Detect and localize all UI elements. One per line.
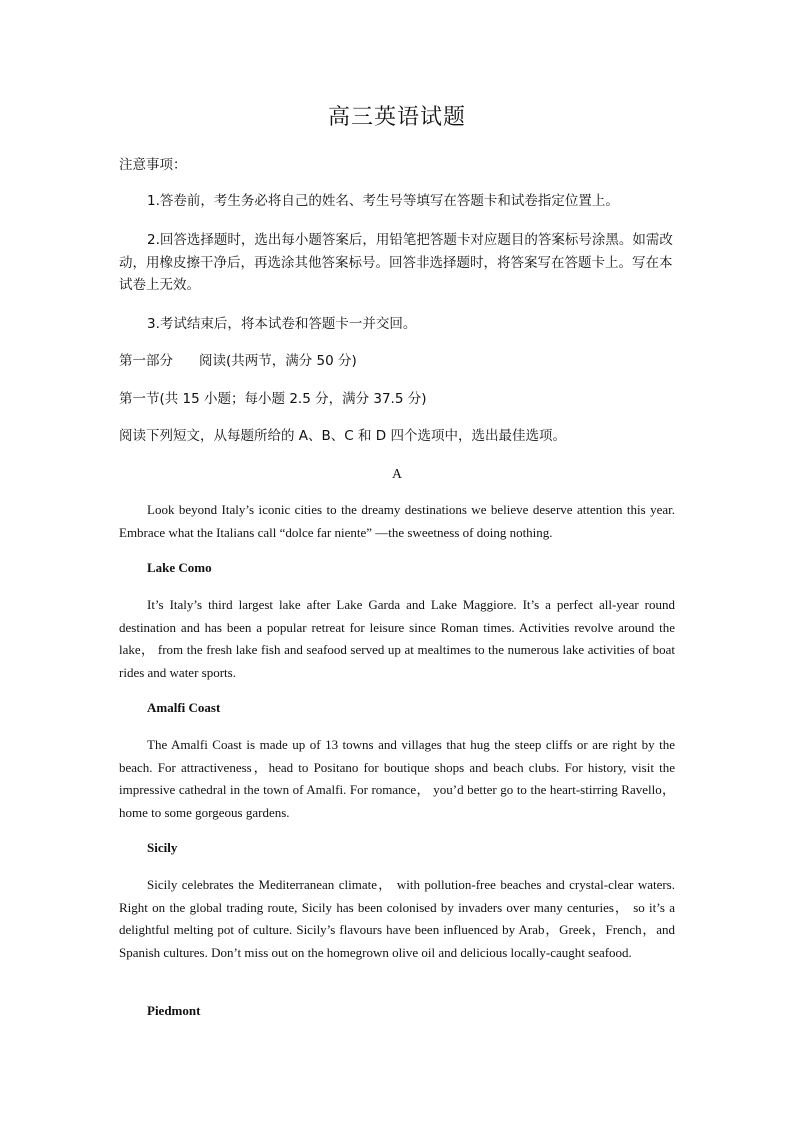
notice-item-2: 2.回答选择题时，选出每小题答案后，用铅笔把答题卡对应题目的答案标号涂黑。如需改动，用橡皮擦干净后，再选涂其他答案标号。回答非选择题时，将答案写在答题卡上。写在本试卷上无效。 [119,232,673,293]
part-description: 阅读(共两节，满分 50 分) [199,353,357,369]
section-heading-amalfi-coast: Amalfi Coast [147,700,221,715]
passage-label: A [392,466,402,481]
section-heading-sicily: Sicily [147,840,178,855]
part-label: 第一部分 [119,353,173,369]
section-heading-piedmont: Piedmont [147,1003,201,1018]
part-line [119,350,675,373]
notice-item-3: 3.考试结束后，将本试卷和答题卡一并交回。 [147,316,417,332]
page-title: 高三英语试题 [327,105,466,130]
notice-item-1: 1.答卷前，考生务必将自己的姓名、考生号等填写在答题卡和试卷指定位置上。 [147,193,619,209]
section-text-sicily: Sicily celebrates the Mediterranean climate， with pollution-free beaches and crystal-clear waters. Right on the global trading route, Sicily has been colonised by invaders over many centuries， so it’s a delightful melting pot of culture. Sicily’s flavours have been influenced by Arab，Greek，French，and Spanish cultures. Don’t miss out on the homegrown olive oil and delicious locally-caught seafood. [119,877,675,961]
section-heading-lake-como: Lake Como [147,560,212,575]
notice-heading: 注意事项： [119,157,187,173]
section-text-amalfi-coast: The Amalfi Coast is made up of 13 towns and villages that hug the steep cliffs or are right by the beach. For attractiveness，head to Positano for boutique shops and beach clubs. For history, visit the impressive cathedral in the town of Amalfi. For romance， you’d better go to the heart-stirring Ravello，home to some gorgeous gardens. [119,737,675,821]
section-line: 第一节(共 15 小题；每小题 2.5 分，满分 37.5 分) [119,391,427,407]
section-text-lake-como: It’s Italy’s third largest lake after Lake Garda and Lake Maggiore. It’s a perfect all-year round destination and has been a popular retreat for leisure since Roman times. Activities revolve around the lake， from the fresh lake fish and seafood served up at mealtimes to the numerous lake activities of boat rides and water sports. [119,597,675,681]
instruction-line: 阅读下列短文，从每题所给的 A、B、C 和 D 四个选项中，选出最佳选项。 [119,428,566,444]
passage-intro: Look beyond Italy’s iconic cities to the dreamy destinations we believe deserve attention this year. Embrace what the Italians call “dolce far niente” —the sweetness of doing nothing. [119,502,675,540]
